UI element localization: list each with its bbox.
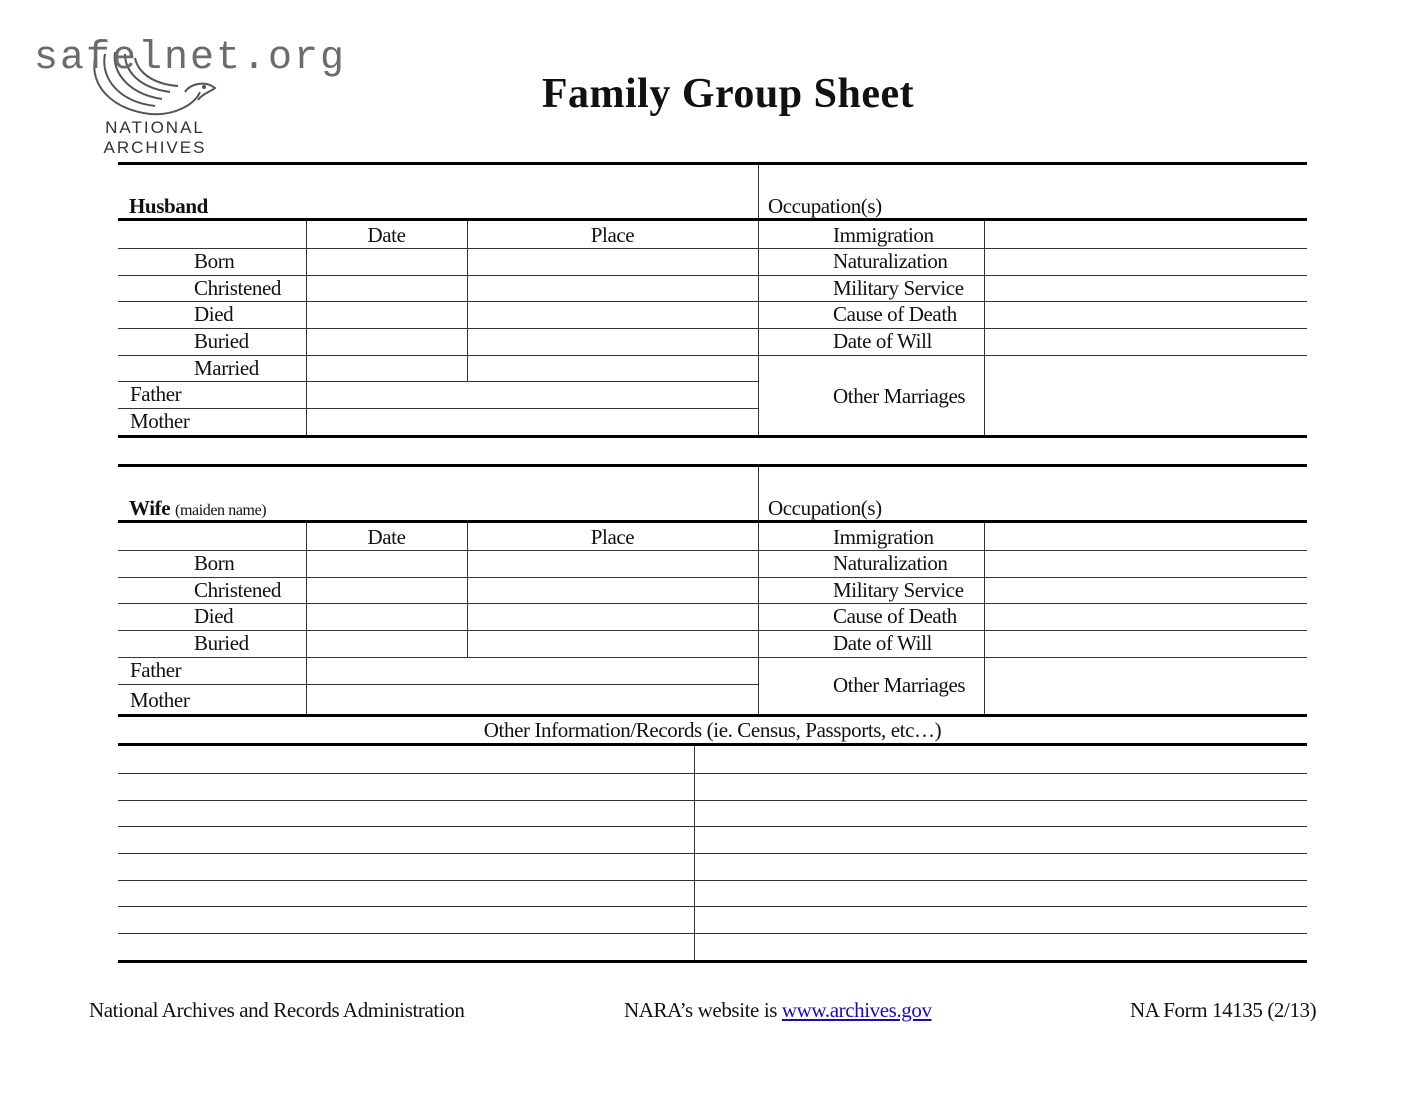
wife-right-divider	[984, 523, 985, 714]
wife-immigration-label: Immigration	[833, 525, 934, 549]
footer-agency: National Archives and Records Administration	[89, 998, 465, 1022]
logo-line-2: ARCHIVES	[103, 138, 207, 157]
wife-place-header: Place	[590, 525, 635, 549]
other-info-line	[118, 880, 1307, 881]
watermark: safelnet.org	[34, 36, 347, 81]
wife-event-died: Died	[194, 604, 234, 628]
husband-date-header: Date	[367, 223, 406, 247]
husband-occupation-label: Occupation(s)	[768, 194, 882, 218]
husband-date-of-will-label: Date of Will	[833, 329, 932, 353]
wife-naturalization-label: Naturalization	[833, 551, 948, 575]
husband-event-died: Died	[194, 302, 234, 326]
husband-event-christened: Christened	[194, 276, 281, 300]
logo-line-1: NATIONAL	[105, 118, 205, 137]
husband-top-rule	[118, 162, 1307, 165]
other-info-line	[118, 933, 1307, 934]
wife-label-divider	[306, 523, 307, 714]
husband-bottom-rule	[118, 435, 1307, 438]
husband-row-rule	[118, 381, 758, 382]
husband-place-header: Place	[590, 223, 635, 247]
other-info-line	[118, 800, 1307, 801]
other-info-line	[118, 853, 1307, 854]
wife-row-rule	[118, 657, 758, 658]
footer-website	[624, 998, 932, 1023]
other-info-line	[118, 773, 1307, 774]
husband-immigration-label: Immigration	[833, 223, 934, 247]
husband-header-rule	[118, 218, 1307, 221]
wife-heading-text: Wife	[129, 496, 171, 520]
wife-event-buried: Buried	[194, 631, 249, 655]
archives-gov-link[interactable]: www.archives.gov	[781, 998, 932, 1022]
husband-event-born: Born	[194, 249, 235, 273]
husband-other-marriages-label: Other Marriages	[833, 384, 966, 408]
other-info-line	[118, 906, 1307, 907]
husband-military-label: Military Service	[833, 276, 964, 300]
page-title: Family Group Sheet	[541, 71, 915, 117]
wife-top-rule	[118, 464, 1307, 467]
wife-row-rule	[118, 684, 758, 685]
husband-event-married: Married	[194, 356, 259, 380]
wife-event-christened: Christened	[194, 578, 281, 602]
other-info-bottom-rule	[118, 960, 1307, 963]
wife-father-label: Father	[130, 658, 182, 682]
husband-heading: Husband	[129, 194, 208, 218]
wife-occupation-label: Occupation(s)	[768, 496, 882, 520]
wife-other-marriages-label: Other Marriages	[833, 673, 966, 697]
other-info-line	[118, 826, 1307, 827]
husband-event-buried: Buried	[194, 329, 249, 353]
wife-right-row-rule	[758, 657, 1307, 658]
wife-center-divider	[758, 467, 759, 715]
wife-event-born: Born	[194, 551, 235, 575]
footer-form-number: NA Form 14135 (2/13)	[1130, 998, 1317, 1022]
wife-header-rule	[118, 520, 1307, 523]
other-info-heading: Other Information/Records (ie. Census, Passports, etc…)	[483, 718, 942, 742]
wife-cause-of-death-label: Cause of Death	[833, 604, 957, 628]
husband-naturalization-label: Naturalization	[833, 249, 948, 273]
husband-row-rule	[118, 408, 758, 409]
husband-cause-of-death-label: Cause of Death	[833, 302, 957, 326]
other-info-header-rule	[118, 743, 1307, 746]
husband-right-row-rule	[758, 355, 1307, 356]
husband-mother-label: Mother	[130, 409, 190, 433]
wife-date-header: Date	[367, 525, 406, 549]
wife-heading-note: (maiden name)	[175, 502, 267, 519]
footer-website-prefix: NARA’s website is	[624, 998, 778, 1022]
wife-military-label: Military Service	[833, 578, 964, 602]
wife-mother-label: Mother	[130, 688, 190, 712]
wife-date-of-will-label: Date of Will	[833, 631, 932, 655]
husband-father-label: Father	[130, 382, 182, 406]
